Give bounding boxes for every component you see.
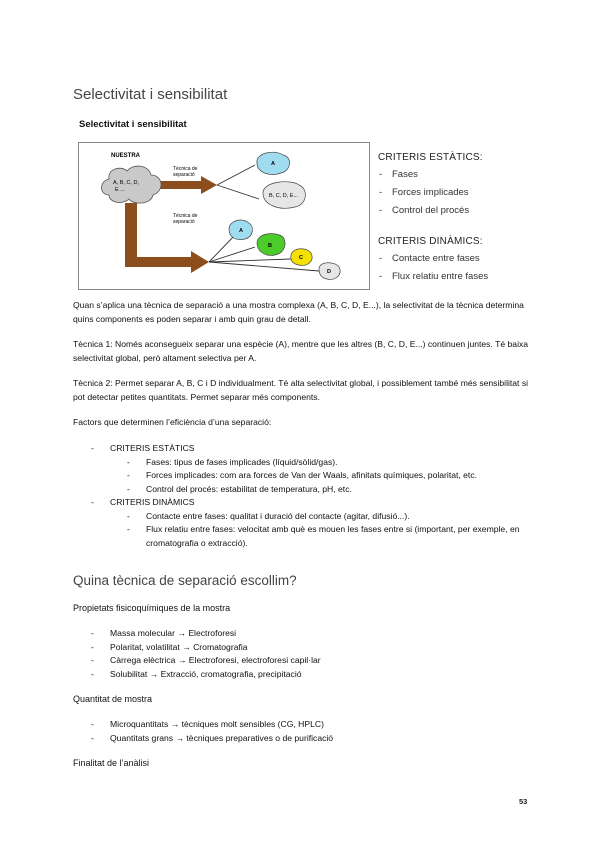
factors-list (91, 442, 531, 550)
factor-dinamics-sublist (110, 510, 531, 551)
section2-title: Quina tècnica de separació escollim? (73, 573, 297, 588)
separation-diagram-svg (79, 143, 369, 289)
factor-estatics-item-text: Fases: tipus de fases implicades (líquid/sòlid/gas). (146, 456, 338, 467)
separation-diagram (78, 142, 370, 290)
technique1-label-1: Tècnica de (173, 166, 198, 172)
propietats-item (91, 668, 531, 682)
factor-estatics-label: CRITERIS ESTÀTICS (110, 443, 195, 453)
label-c-bottom: C (299, 255, 303, 261)
criteris-dinamics-item: - Contacte entre fases (378, 253, 488, 271)
propietats-title: Propietats fisicoquímiques de la mostra (73, 603, 231, 613)
criteris-estatics-box (378, 152, 483, 223)
technique1-arrow (155, 176, 217, 194)
criteris-estatics-item: - Forces implicades (378, 187, 483, 205)
label-d-bottom: D (327, 269, 331, 275)
bullet-dash: - (127, 456, 130, 467)
criteris-dinamics-head: CRITERIS DINÀMICS: (378, 236, 483, 247)
propietats-item (91, 641, 531, 655)
factor-dinamics-item-text: Contacte entre fases: qualitat i duració del contacte (agitar, difusió...). (146, 510, 410, 521)
paragraph-tecnica2: Tècnica 2: Permet separar A, B, C i D individualment. Té alta selectivitat global, i possiblement també més sensibilitat si pot detectar petites quantitats. Permet separar més components. (73, 378, 529, 402)
label-a-top: A (271, 161, 275, 167)
bullet-dash: - (127, 470, 130, 480)
factor-estatics-item (127, 469, 531, 483)
propietats-item-text: Massa molecular → Electroforesi (110, 628, 237, 638)
quantitat-item (91, 732, 531, 746)
bullet-dash: - (91, 668, 94, 679)
propietats-item (91, 627, 531, 641)
label-b-bottom: B (268, 243, 272, 249)
bullet-dash: - (91, 655, 94, 665)
factor-dinamics-item (127, 523, 531, 550)
propietats-item-text: Polaritat, volatilitat → Cromatografia (110, 641, 248, 652)
propietats-item-text: Solubilitat → Extracció, cromatografia, precipitació (110, 668, 302, 679)
arrow-to-c-bottom (209, 259, 291, 262)
criteris-dinamics-list (378, 253, 488, 289)
paragraph-intro: Quan s’aplica una tècnica de separació a una mostra complexa (A, B, C, D, E...), la selectivitat de la tècnica determina quins components es poden separar i amb quin grau de detall. (73, 300, 524, 324)
paragraph-factors: Factors que determinen l’eficiència d’una separació: (73, 417, 272, 427)
criteris-estatics-list (378, 169, 483, 223)
bullet-dash: - (127, 483, 130, 494)
bullet-dash: - (91, 628, 94, 638)
quantitat-item-text: Quantitats grans → tècniques preparatives o de purificació (110, 732, 334, 743)
propietats-item-text: Càrrega elèctrica → Electroforesi, electroforesi capil·lar (110, 655, 321, 665)
bullet-dash: - (91, 497, 94, 507)
bullet-dash: - (91, 641, 94, 652)
criteris-estatics-item: - Fases (378, 169, 483, 187)
label-bcde-top: B, C, D, E... (269, 193, 299, 199)
factor-estatics-item-text: Control del procés: estabilitat de temperatura, pH, etc. (146, 483, 352, 494)
quantitat-item (91, 718, 531, 732)
arrow-to-bcde-top (217, 185, 259, 199)
propietats-item (91, 654, 531, 668)
factor-estatics (91, 442, 531, 496)
factor-estatics-item (127, 483, 531, 497)
figure-title: Selectivitat i sensibilitat (79, 119, 187, 130)
bullet-dash: - (91, 443, 94, 453)
label-a-bottom: A (239, 228, 243, 234)
criteris-estatics-item: - Control del procés (378, 205, 483, 223)
criteris-dinamics-item: - Flux relatiu entre fases (378, 271, 488, 289)
factor-dinamics-item (127, 510, 531, 524)
bullet-dash: - (127, 510, 130, 521)
sample-components-label-2: E ... (115, 187, 125, 193)
quantitat-list (91, 718, 531, 745)
propietats-list (91, 627, 531, 681)
factor-estatics-item (127, 456, 531, 470)
bullet-dash: - (91, 719, 94, 729)
finalitat-title: Finalitat de l’anàlisi (73, 758, 150, 768)
technique1-label-2: separació (173, 172, 195, 178)
bullet-dash: - (91, 732, 94, 743)
quantitat-item-text: Microquantitats → tècniques molt sensibles (CG, HPLC) (110, 719, 324, 729)
criteris-estatics-head: CRITERIS ESTÀTICS: (378, 152, 483, 163)
quantitat-title: Quantitat de mostra (73, 694, 153, 704)
criteris-dinamics-box (378, 236, 488, 289)
paragraph-tecnica1: Tècnica 1: Només aconsegueix separar una espècie (A), mentre que les altres (B, C, D, E...) continuen juntes. Té baixa selectivitat global, però altament selectiva per A. (73, 339, 529, 363)
page-title: Selectivitat i sensibilitat (73, 86, 228, 103)
technique2-label-2: separació (173, 219, 195, 225)
page-number: 53 (519, 797, 528, 806)
factor-estatics-sublist (110, 456, 531, 497)
muestra-label: NUESTRA (111, 153, 141, 159)
sample-components-label: A, B, C, D, (113, 180, 139, 186)
technique2-label-1: Tècnica de (173, 213, 198, 219)
factor-dinamics-label: CRITERIS DINÀMICS (110, 497, 195, 507)
arrow-to-a-top (217, 165, 255, 185)
factor-dinamics (91, 496, 531, 550)
factor-dinamics-item-text: Flux relatiu entre fases: velocitat amb què es mouen les fases entre si (important, per exemple, en cromatografia o extracció). (146, 524, 520, 548)
factor-estatics-item-text: Forces implicades: com ara forces de Van der Waals, afinitats químiques, polaritat, etc. (146, 470, 478, 480)
bullet-dash: - (127, 524, 130, 534)
